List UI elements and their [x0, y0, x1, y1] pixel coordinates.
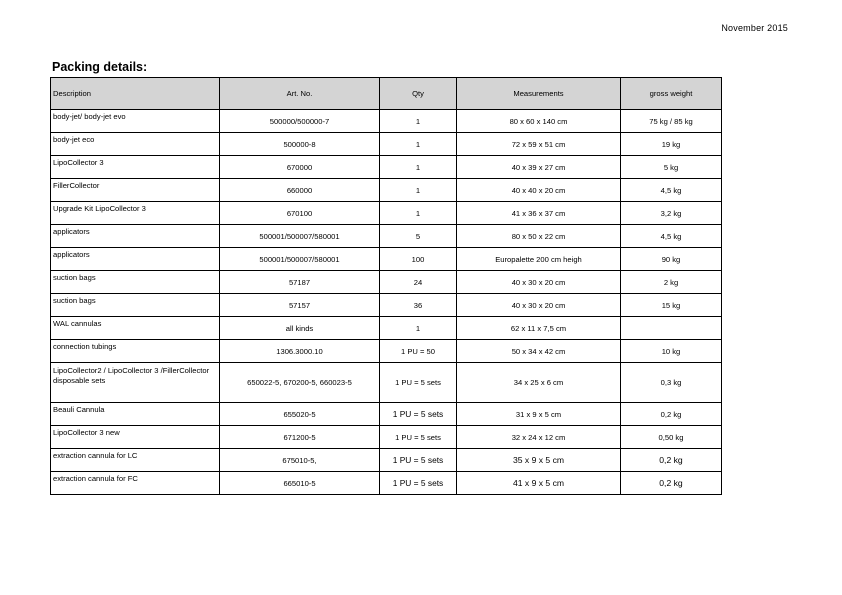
cell-description: LipoCollector 3 new — [51, 426, 220, 449]
cell-gross-weight: 4,5 kg — [621, 225, 722, 248]
cell-qty: 1 — [380, 110, 457, 133]
cell-gross-weight: 5 kg — [621, 156, 722, 179]
cell-gross-weight: 0,50 kg — [621, 426, 722, 449]
cell-gross-weight: 3,2 kg — [621, 202, 722, 225]
cell-art-no: 660000 — [220, 179, 380, 202]
table-row — [51, 294, 722, 317]
cell-description: extraction cannula for FC — [51, 472, 220, 495]
cell-qty: 1 PU = 5 sets — [380, 426, 457, 449]
table-row — [51, 110, 722, 133]
header-art-no: Art. No. — [220, 78, 380, 110]
cell-measurements: 40 x 30 x 20 cm — [457, 294, 621, 317]
cell-gross-weight: 2 kg — [621, 271, 722, 294]
page-title: Packing details: — [52, 60, 148, 74]
cell-qty: 1 PU = 5 sets — [380, 403, 457, 426]
cell-description: FillerCollector — [51, 179, 220, 202]
cell-gross-weight: 0,2 kg — [621, 472, 722, 495]
cell-art-no: all kinds — [220, 317, 380, 340]
cell-measurements: 40 x 30 x 20 cm — [457, 271, 621, 294]
cell-art-no: 500000/500000-7 — [220, 110, 380, 133]
table-row — [51, 403, 722, 426]
cell-measurements: 80 x 50 x 22 cm — [457, 225, 621, 248]
cell-qty: 1 PU = 50 — [380, 340, 457, 363]
cell-gross-weight: 19 kg — [621, 133, 722, 156]
cell-qty: 36 — [380, 294, 457, 317]
table-row — [51, 363, 722, 403]
cell-qty: 100 — [380, 248, 457, 271]
table-row — [51, 472, 722, 495]
cell-description: applicators — [51, 248, 220, 271]
table-row — [51, 271, 722, 294]
cell-measurements: 32 x 24 x 12 cm — [457, 426, 621, 449]
cell-measurements: 40 x 40 x 20 cm — [457, 179, 621, 202]
table-header-row — [51, 78, 722, 110]
cell-measurements: 80 x 60 x 140 cm — [457, 110, 621, 133]
packing-details-table — [50, 77, 722, 495]
table-row — [51, 340, 722, 363]
cell-qty: 5 — [380, 225, 457, 248]
cell-gross-weight — [621, 317, 722, 340]
cell-qty: 1 PU = 5 sets — [380, 472, 457, 495]
table-row — [51, 179, 722, 202]
cell-qty: 1 — [380, 133, 457, 156]
cell-art-no: 665010-5 — [220, 472, 380, 495]
cell-measurements: 41 x 36 x 37 cm — [457, 202, 621, 225]
cell-gross-weight: 0,3 kg — [621, 363, 722, 403]
cell-qty: 1 PU = 5 sets — [380, 363, 457, 403]
cell-description: suction bags — [51, 294, 220, 317]
cell-qty: 1 — [380, 179, 457, 202]
table-row — [51, 133, 722, 156]
table-row — [51, 317, 722, 340]
cell-art-no: 57187 — [220, 271, 380, 294]
cell-art-no: 500001/500007/580001 — [220, 225, 380, 248]
cell-art-no: 655020-5 — [220, 403, 380, 426]
table-row — [51, 225, 722, 248]
table-row — [51, 202, 722, 225]
cell-qty: 1 — [380, 317, 457, 340]
cell-qty: 1 — [380, 202, 457, 225]
packing-table-container — [50, 77, 722, 495]
table-row — [51, 156, 722, 179]
cell-art-no: 675010-5, — [220, 449, 380, 472]
cell-description: WAL cannulas — [51, 317, 220, 340]
cell-art-no: 670100 — [220, 202, 380, 225]
cell-description: body-jet/ body-jet evo — [51, 110, 220, 133]
cell-gross-weight: 0,2 kg — [621, 449, 722, 472]
cell-description: suction bags — [51, 271, 220, 294]
cell-measurements: 72 x 59 x 51 cm — [457, 133, 621, 156]
cell-art-no: 57157 — [220, 294, 380, 317]
cell-art-no: 1306.3000.10 — [220, 340, 380, 363]
cell-art-no: 500000-8 — [220, 133, 380, 156]
cell-art-no: 650022-5, 670200-5, 660023-5 — [220, 363, 380, 403]
cell-gross-weight: 15 kg — [621, 294, 722, 317]
cell-description: applicators — [51, 225, 220, 248]
cell-description: body-jet eco — [51, 133, 220, 156]
header-measurements: Measurements — [457, 78, 621, 110]
cell-art-no: 671200-5 — [220, 426, 380, 449]
cell-description: Upgrade Kit LipoCollector 3 — [51, 202, 220, 225]
cell-gross-weight: 90 kg — [621, 248, 722, 271]
cell-description: extraction cannula for LC — [51, 449, 220, 472]
cell-measurements: 35 x 9 x 5 cm — [457, 449, 621, 472]
cell-art-no: 670000 — [220, 156, 380, 179]
table-row — [51, 449, 722, 472]
cell-gross-weight: 0,2 kg — [621, 403, 722, 426]
cell-description: connection tubings — [51, 340, 220, 363]
cell-measurements: Europalette 200 cm heigh — [457, 248, 621, 271]
cell-qty: 1 PU = 5 sets — [380, 449, 457, 472]
cell-measurements: 34 x 25 x 6 cm — [457, 363, 621, 403]
cell-measurements: 41 x 9 x 5 cm — [457, 472, 621, 495]
cell-description: Beauli Cannula — [51, 403, 220, 426]
cell-measurements: 31 x 9 x 5 cm — [457, 403, 621, 426]
cell-gross-weight: 75 kg / 85 kg — [621, 110, 722, 133]
table-row — [51, 248, 722, 271]
cell-description: LipoCollector2 / LipoCollector 3 /FillerCollector disposable sets — [51, 363, 220, 403]
document-date: November 2015 — [721, 23, 788, 33]
cell-qty: 24 — [380, 271, 457, 294]
cell-measurements: 40 x 39 x 27 cm — [457, 156, 621, 179]
header-gross-weight: gross weight — [621, 78, 722, 110]
cell-description: LipoCollector 3 — [51, 156, 220, 179]
cell-art-no: 500001/500007/580001 — [220, 248, 380, 271]
header-qty: Qty — [380, 78, 457, 110]
cell-measurements: 62 x 11 x 7,5 cm — [457, 317, 621, 340]
cell-gross-weight: 10 kg — [621, 340, 722, 363]
header-description: Description — [51, 78, 220, 110]
table-row — [51, 426, 722, 449]
cell-measurements: 50 x 34 x 42 cm — [457, 340, 621, 363]
cell-qty: 1 — [380, 156, 457, 179]
cell-gross-weight: 4,5 kg — [621, 179, 722, 202]
